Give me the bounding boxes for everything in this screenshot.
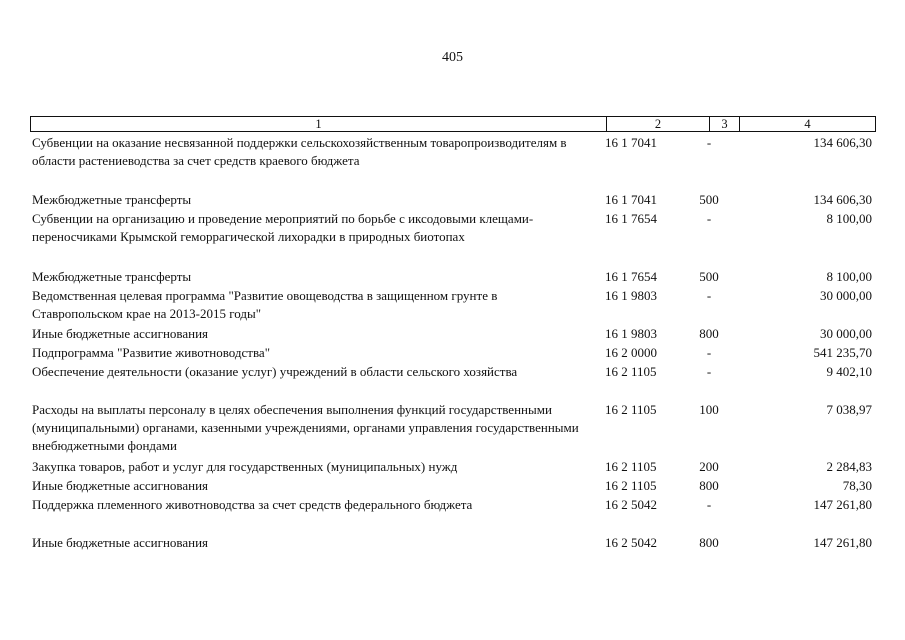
header-col-3: 3 bbox=[721, 117, 728, 131]
row-amount: 8 100,00 bbox=[826, 269, 872, 284]
row-code: 16 2 1105 bbox=[605, 364, 657, 379]
row-name: Расходы на выплаты персоналу в целях обеспечения выполнения функций государственными (муниципальными) органами, казенными учреждениями, органами управления государственными внебюджетными фондами bbox=[32, 402, 579, 453]
row-type: - bbox=[706, 288, 712, 303]
row-amount: 7 038,97 bbox=[826, 402, 872, 417]
row-type: 800 bbox=[699, 478, 719, 493]
row-amount: 147 261,80 bbox=[813, 497, 872, 512]
row-type: 800 bbox=[699, 535, 719, 550]
row-type: - bbox=[706, 364, 712, 379]
table-header bbox=[30, 116, 876, 132]
row-type: 100 bbox=[699, 402, 719, 417]
row-amount: 2 284,83 bbox=[826, 459, 872, 474]
row-code: 16 1 9803 bbox=[605, 288, 657, 303]
row-name: Подпрограмма "Развитие животноводства" bbox=[32, 345, 271, 360]
row-name: Межбюджетные трансферты bbox=[32, 269, 192, 284]
row-amount: 147 261,80 bbox=[813, 535, 872, 550]
row-code: 16 2 0000 bbox=[605, 345, 657, 360]
row-type: 500 bbox=[699, 192, 719, 207]
row-amount: 30 000,00 bbox=[820, 326, 872, 341]
row-code: 16 2 1105 bbox=[605, 478, 657, 493]
row-type: 800 bbox=[699, 326, 719, 341]
row-name: Субвенции на организацию и проведение мероприятий по борьбе с иксодовыми клещами-переносчиками Крымской геморрагической лихорадки в природных биотопах bbox=[32, 211, 534, 244]
row-name: Закупка товаров, работ и услуг для государственных (муниципальных) нужд bbox=[32, 459, 458, 474]
row-type: 200 bbox=[699, 459, 719, 474]
row-code: 16 1 7041 bbox=[605, 192, 657, 207]
row-amount: 8 100,00 bbox=[826, 211, 872, 226]
row-name: Иные бюджетные ассигнования bbox=[32, 535, 209, 550]
row-code: 16 1 7041 bbox=[605, 135, 657, 150]
row-amount: 30 000,00 bbox=[820, 288, 872, 303]
row-name: Обеспечение деятельности (оказание услуг) учреждений в области сельского хозяйства bbox=[32, 364, 518, 379]
row-name: Иные бюджетные ассигнования bbox=[32, 478, 209, 493]
row-amount: 134 606,30 bbox=[813, 192, 872, 207]
row-code: 16 1 7654 bbox=[605, 211, 657, 226]
row-name: Межбюджетные трансферты bbox=[32, 192, 192, 207]
page-number: 405 bbox=[442, 50, 463, 65]
row-amount: 9 402,10 bbox=[826, 364, 872, 379]
row-name: Ведомственная целевая программа "Развитие овощеводства в защищенном грунте в Ставропольском крае на 2013-2015 годы" bbox=[32, 288, 498, 321]
row-type: - bbox=[706, 135, 712, 150]
row-code: 16 1 7654 bbox=[605, 269, 657, 284]
row-amount: 134 606,30 bbox=[813, 135, 872, 150]
row-amount: 541 235,70 bbox=[813, 345, 872, 360]
row-amount: 78,30 bbox=[842, 478, 872, 493]
row-code: 16 2 5042 bbox=[605, 535, 657, 550]
row-name: Поддержка племенного животноводства за счет средств федерального бюджета bbox=[32, 497, 473, 512]
header-col-1: 1 bbox=[315, 117, 322, 131]
row-type: - bbox=[706, 211, 712, 226]
row-type: - bbox=[706, 345, 712, 360]
row-code: 16 1 9803 bbox=[605, 326, 657, 341]
row-code: 16 2 1105 bbox=[605, 459, 657, 474]
header-col-4: 4 bbox=[804, 117, 811, 131]
row-name: Иные бюджетные ассигнования bbox=[32, 326, 209, 341]
row-code: 16 2 5042 bbox=[605, 497, 657, 512]
row-name: Субвенции на оказание несвязанной поддержки сельскохозяйственным товаропроизводителям в области растениеводства за счет средств краевого бюджета bbox=[32, 135, 567, 168]
row-type: 500 bbox=[699, 269, 719, 284]
row-code: 16 2 1105 bbox=[605, 402, 657, 417]
row-type: - bbox=[706, 497, 712, 512]
header-col-2: 2 bbox=[654, 117, 662, 131]
